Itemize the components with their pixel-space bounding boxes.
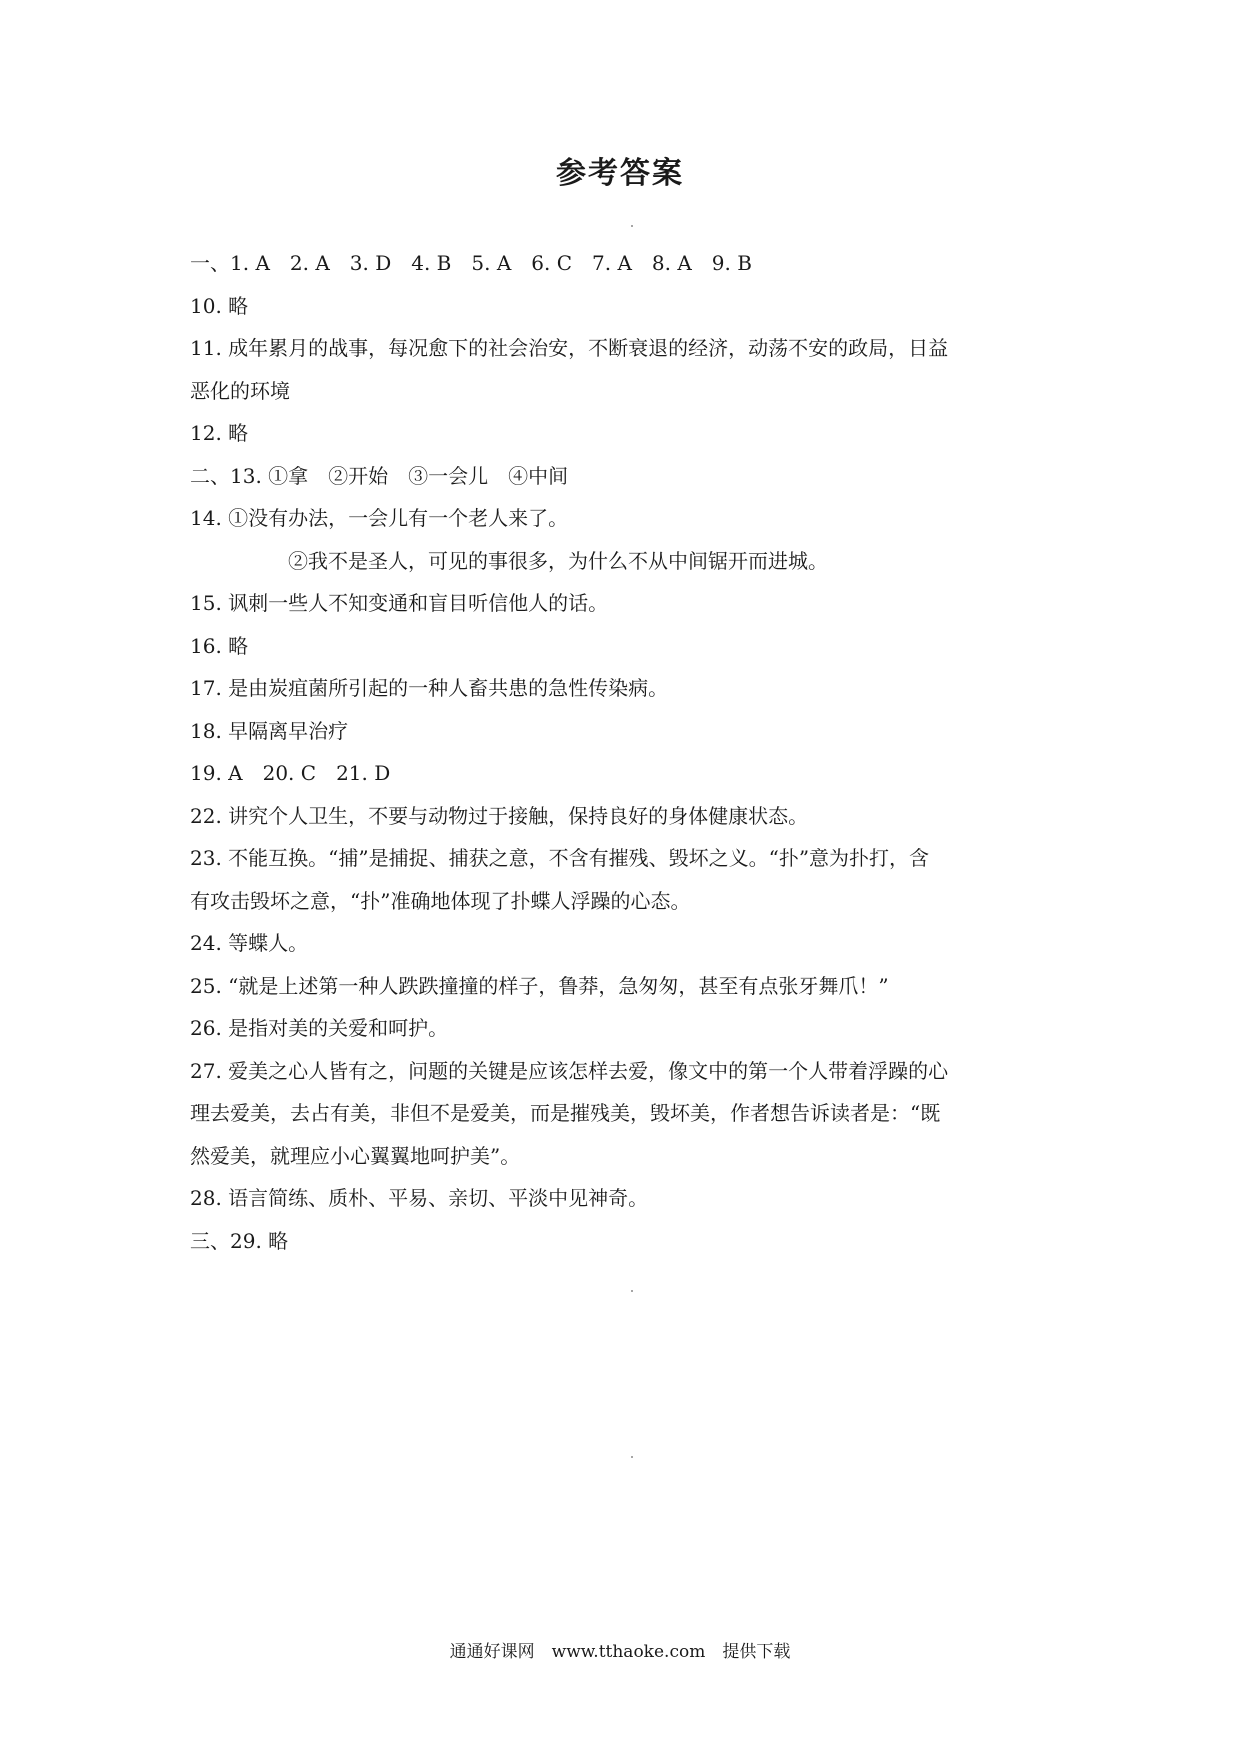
answer-line: 23. 不能互换。“捕”是捕捉、捕获之意，不含有摧残、毁坏之义。“扑”意为扑打，含 xyxy=(190,846,930,870)
answer-line: 16. 略 xyxy=(190,633,249,658)
page-title: 参考答案 xyxy=(556,156,684,191)
answer-list xyxy=(190,242,1030,1262)
answer-line: 17. 是由炭疽菌所引起的一种人畜共患的急性传染病。 xyxy=(190,676,669,700)
scan-speck xyxy=(631,1290,633,1292)
answer-line: 14. ①没有办法，一会儿有一个老人来了。 xyxy=(190,506,569,530)
answer-line: 然爱美，就理应小心翼翼地呵护美”。 xyxy=(190,1143,521,1168)
answer-line: 10. 略 xyxy=(190,293,249,318)
answer-line: 三、29. 略 xyxy=(190,1228,289,1253)
answer-line: 恶化的环境 xyxy=(190,378,290,403)
answer-line: 22. 讲究个人卫生，不要与动物过于接触，保持良好的身体健康状态。 xyxy=(190,803,809,828)
answer-line: 28. 语言简练、质朴、平易、亲切、平淡中见神奇。 xyxy=(190,1186,649,1210)
answer-line: ②我不是圣人，可见的事很多，为什么不从中间锯开而进城。 xyxy=(288,548,828,573)
answer-line: 有攻击毁坏之意，“扑”准确地体现了扑蝶人浮躁的心态。 xyxy=(190,888,691,913)
answer-line: 12. 略 xyxy=(190,421,249,445)
scan-speck xyxy=(631,1456,633,1458)
answer-line: 一、1. A 2. A 3. D 4. B 5. A 6. C 7. A 8. A 9. B xyxy=(190,251,752,275)
page-footer: 通通好课网 www.tthaoke.com 提供下载 xyxy=(449,1642,791,1662)
answer-line: 26. 是指对美的关爱和呵护。 xyxy=(190,1016,449,1040)
scan-speck xyxy=(631,225,633,227)
answer-line: 24. 等蝶人。 xyxy=(190,931,309,955)
answer-line: 25. “就是上述第一种人跌跌撞撞的样子，鲁莽，急匆匆，甚至有点张牙舞爪！” xyxy=(190,973,889,998)
answer-line: 27. 爱美之心人皆有之，问题的关键是应该怎样去爱，像文中的第一个人带着浮躁的心 xyxy=(190,1058,949,1083)
answer-line: 11. 成年累月的战事，每况愈下的社会治安，不断衰退的经济，动荡不安的政局，日益 xyxy=(190,336,949,360)
answer-line: 19. A 20. C 21. D xyxy=(190,761,391,785)
answer-line: 15. 讽刺一些人不知变通和盲目听信他人的话。 xyxy=(190,591,609,615)
answer-line: 二、13. ①拿 ②开始 ③一会儿 ④中间 xyxy=(190,463,569,488)
answer-line: 理去爱美，去占有美，非但不是爱美，而是摧残美，毁坏美，作者想告诉读者是：“既 xyxy=(190,1101,941,1125)
answer-line: 18. 早隔离早治疗 xyxy=(190,718,349,743)
